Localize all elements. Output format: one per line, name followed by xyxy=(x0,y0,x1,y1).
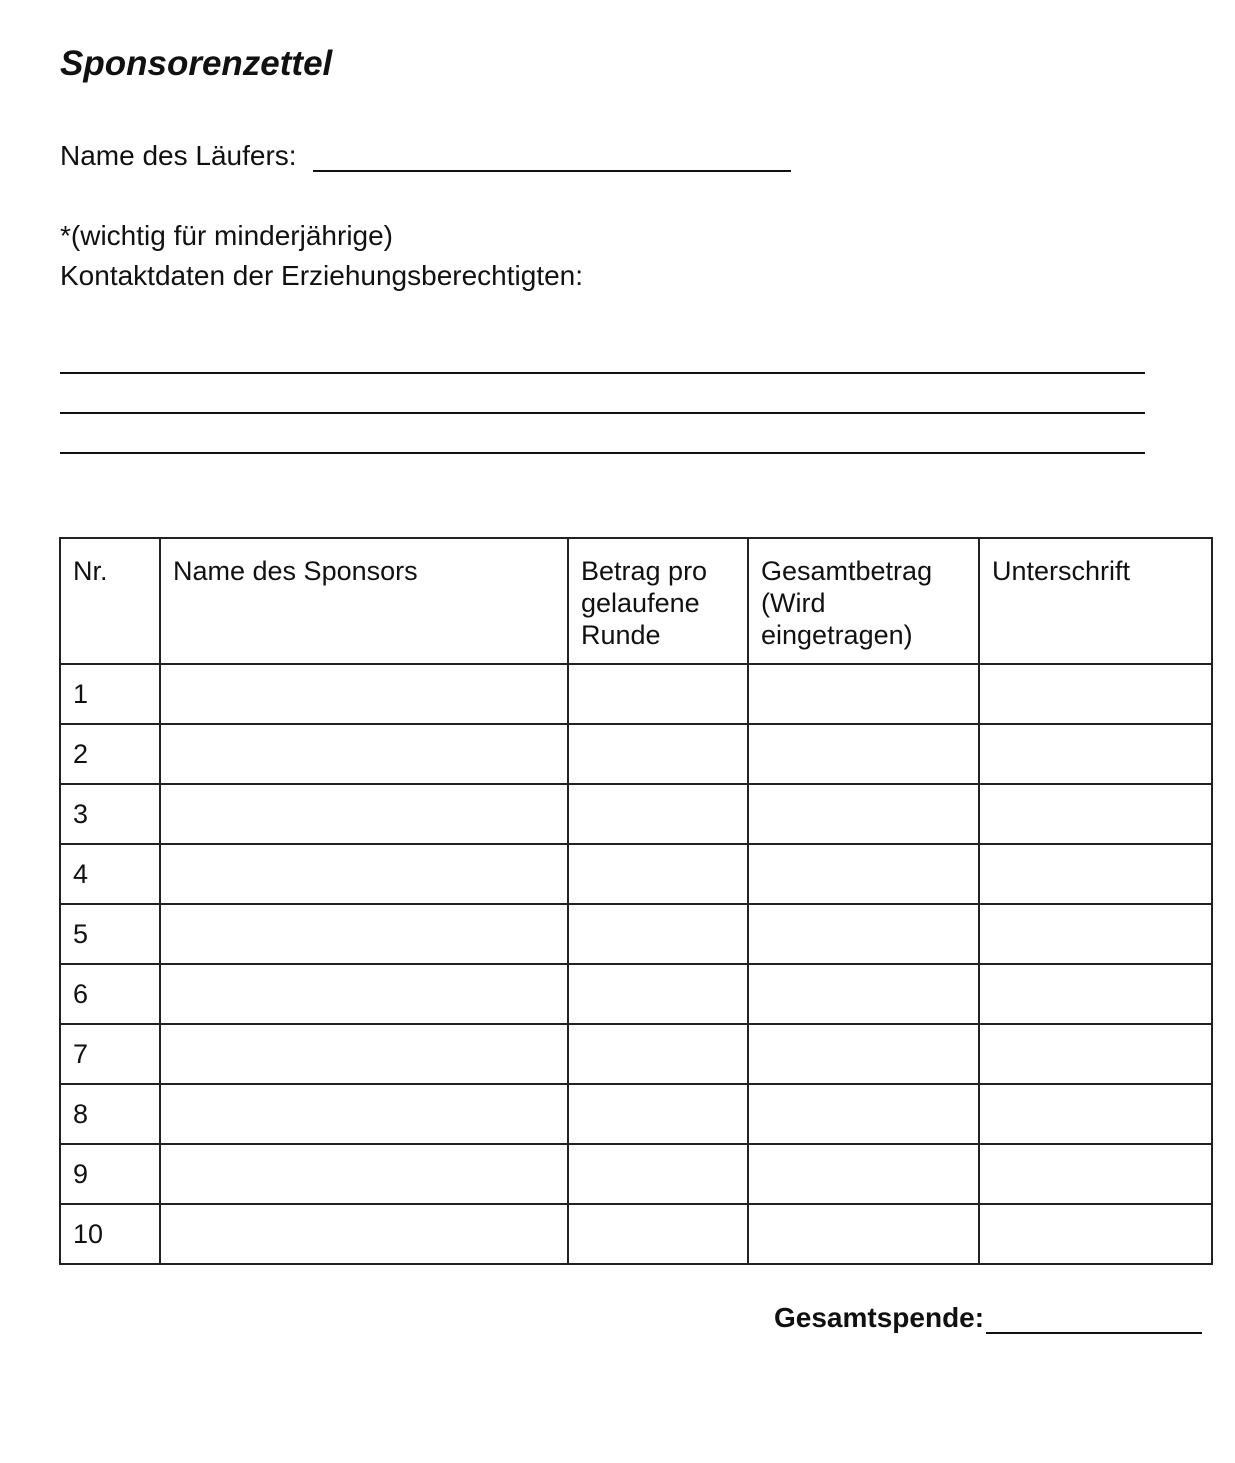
table-row xyxy=(60,784,1212,844)
guardian-contact-line-1[interactable] xyxy=(60,372,1145,374)
row-number: 8 xyxy=(60,1084,160,1144)
table-header-row xyxy=(60,538,1212,664)
row-number: 7 xyxy=(60,1024,160,1084)
row-number: 1 xyxy=(60,664,160,724)
header-amount-per-lap: Betrag pro gelaufene Runde xyxy=(568,538,748,664)
sponsor-name-cell[interactable] xyxy=(160,724,568,784)
table-row xyxy=(60,724,1212,784)
total-amount-cell[interactable] xyxy=(748,1084,979,1144)
table-row xyxy=(60,1204,1212,1264)
total-amount-cell[interactable] xyxy=(748,784,979,844)
table-row xyxy=(60,1024,1212,1084)
sponsor-name-cell[interactable] xyxy=(160,784,568,844)
row-number: 5 xyxy=(60,904,160,964)
sponsor-name-cell[interactable] xyxy=(160,1024,568,1084)
row-number: 6 xyxy=(60,964,160,1024)
row-number: 4 xyxy=(60,844,160,904)
signature-cell[interactable] xyxy=(979,1024,1212,1084)
signature-cell[interactable] xyxy=(979,724,1212,784)
signature-cell[interactable] xyxy=(979,964,1212,1024)
signature-cell[interactable] xyxy=(979,844,1212,904)
signature-cell[interactable] xyxy=(979,904,1212,964)
total-donation-label: Gesamtspende: xyxy=(774,1302,985,1333)
amount-per-lap-cell[interactable] xyxy=(568,664,748,724)
guardian-contact-line-2[interactable] xyxy=(60,412,1145,414)
total-amount-cell[interactable] xyxy=(748,844,979,904)
table-row xyxy=(60,1084,1212,1144)
document-title: Sponsorenzettel xyxy=(60,44,333,83)
table-row xyxy=(60,964,1212,1024)
signature-cell[interactable] xyxy=(979,784,1212,844)
table-row xyxy=(60,904,1212,964)
header-total-amount: Gesamtbetrag (Wird eingetragen) xyxy=(748,538,979,664)
amount-per-lap-cell[interactable] xyxy=(568,844,748,904)
table-row xyxy=(60,664,1212,724)
total-donation-row xyxy=(774,1302,1202,1334)
total-amount-cell[interactable] xyxy=(748,1144,979,1204)
table-row xyxy=(60,1144,1212,1204)
signature-cell[interactable] xyxy=(979,1144,1212,1204)
row-number: 9 xyxy=(60,1144,160,1204)
sponsor-name-cell[interactable] xyxy=(160,1084,568,1144)
total-amount-cell[interactable] xyxy=(748,1024,979,1084)
runner-name-field[interactable] xyxy=(313,138,791,172)
amount-per-lap-cell[interactable] xyxy=(568,1024,748,1084)
amount-per-lap-cell[interactable] xyxy=(568,724,748,784)
amount-per-lap-cell[interactable] xyxy=(568,784,748,844)
guardian-contact-label: Kontaktdaten der Erziehungsberechtigten: xyxy=(60,260,584,291)
row-number: 2 xyxy=(60,724,160,784)
total-amount-cell[interactable] xyxy=(748,964,979,1024)
total-amount-cell[interactable] xyxy=(748,904,979,964)
sponsor-table xyxy=(59,537,1213,1265)
signature-cell[interactable] xyxy=(979,1084,1212,1144)
sponsor-name-cell[interactable] xyxy=(160,664,568,724)
guardian-contact-line-3[interactable] xyxy=(60,452,1145,454)
table-row xyxy=(60,844,1212,904)
header-sponsor-name: Name des Sponsors xyxy=(160,538,568,664)
runner-name-label: Name des Läufers: xyxy=(60,140,297,171)
total-amount-cell[interactable] xyxy=(748,664,979,724)
amount-per-lap-cell[interactable] xyxy=(568,964,748,1024)
row-number: 3 xyxy=(60,784,160,844)
sponsor-name-cell[interactable] xyxy=(160,844,568,904)
total-donation-field[interactable] xyxy=(986,1302,1202,1334)
sponsor-name-cell[interactable] xyxy=(160,1144,568,1204)
amount-per-lap-cell[interactable] xyxy=(568,1204,748,1264)
minor-note: *(wichtig für minderjährige) xyxy=(60,220,394,251)
sponsor-name-cell[interactable] xyxy=(160,904,568,964)
amount-per-lap-cell[interactable] xyxy=(568,904,748,964)
signature-cell[interactable] xyxy=(979,664,1212,724)
sponsor-name-cell[interactable] xyxy=(160,964,568,1024)
total-amount-cell[interactable] xyxy=(748,1204,979,1264)
header-signature: Unterschrift xyxy=(979,538,1212,664)
signature-cell[interactable] xyxy=(979,1204,1212,1264)
amount-per-lap-cell[interactable] xyxy=(568,1144,748,1204)
row-number: 10 xyxy=(60,1204,160,1264)
amount-per-lap-cell[interactable] xyxy=(568,1084,748,1144)
total-amount-cell[interactable] xyxy=(748,724,979,784)
runner-name-row xyxy=(60,138,791,172)
sponsor-name-cell[interactable] xyxy=(160,1204,568,1264)
header-nr: Nr. xyxy=(60,538,160,664)
